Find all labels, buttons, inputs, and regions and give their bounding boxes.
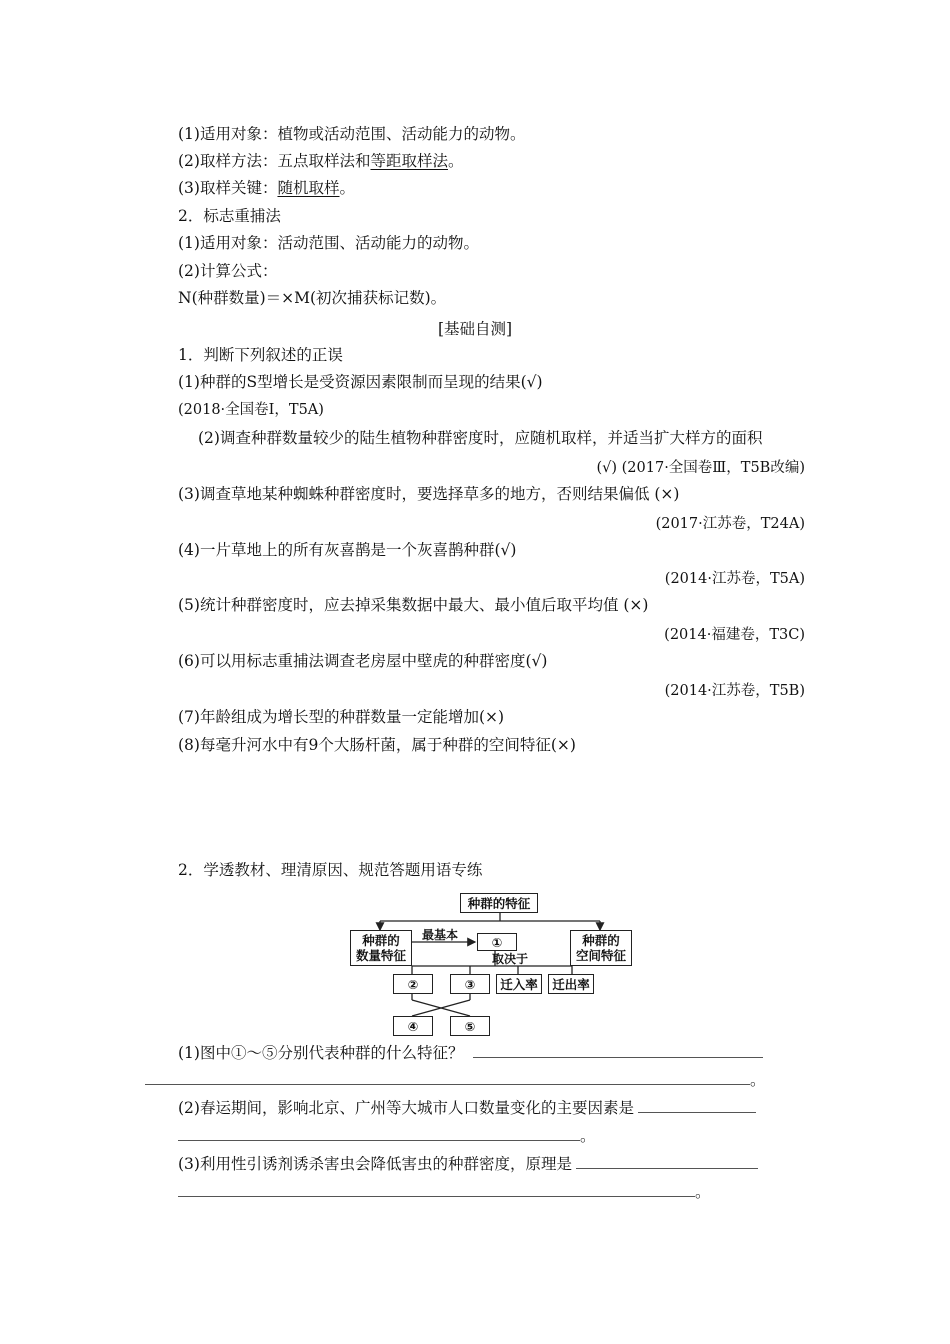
statement-item: (4)一片草地上的所有灰喜鹊是一个灰喜鹊种群(√) [178,541,517,559]
source-note: (2014·江苏卷，T5A) [664,571,805,587]
question-text: (3)利用性引诱剂诱杀害虫会降低害虫的种群密度，原理是 [178,1155,572,1173]
source-note: (2018·全国卷Ⅰ，T5A) [178,402,324,418]
text-line: (2)计算公式： [178,262,278,280]
source-note: (2014·江苏卷，T5B) [664,683,805,699]
quantity-characteristics-box [350,930,412,966]
period-mark: 。 [580,1127,596,1145]
question-text: (1)图中①～⑤分别代表种群的什么特征？ [178,1044,464,1062]
period-mark: 。 [750,1071,766,1089]
node-1-box: ① [477,933,517,951]
box-label: 数量特征 [355,948,406,963]
immigration-rate-box: 迁入率 [496,974,542,994]
node-2-box: ② [393,974,433,994]
section-title: [基础自测] [437,320,513,338]
arrow-label-basic: 最基本 [422,928,459,942]
statement-item: (2)调查种群数量较少的陆生植物种群密度时，应随机取样，并适当扩大样方的面积 [198,429,763,447]
statement-item: (7)年龄组成为增长型的种群数量一定能增加(×) [178,708,505,726]
box-label: 空间特征 [575,948,626,963]
section-heading: 2．标志重捕法 [178,207,281,225]
sub-question [178,1043,763,1063]
node-4-box: ④ [393,1016,433,1036]
text-line [178,178,355,198]
answer-blank[interactable] [178,1126,580,1141]
answer-blank[interactable] [178,1182,695,1197]
text-line: (1)适用对象：植物或活动范围、活动能力的动物。 [178,125,526,143]
text-line [178,151,464,171]
underlined-answer: 随机取样 [277,179,340,197]
node-5-box: ⑤ [450,1016,490,1036]
population-characteristics-diagram [340,890,640,1040]
question-heading: 1．判断下列叙述的正误 [178,346,343,364]
statement-item: (8)每毫升河水中有9个大肠杆菌，属于种群的空间特征(×) [178,736,576,754]
source-note: (√) (2017·全国卷Ⅲ，T5B改编) [596,460,805,476]
underlined-answer: 等距取样法 [370,152,448,170]
text-segment: 。 [339,179,355,197]
answer-blank[interactable] [473,1043,763,1058]
answer-line [178,1182,711,1202]
answer-blank[interactable] [638,1098,756,1113]
statement-item: (3)调查草地某种蜘蛛种群密度时，要选择草多的地方，否则结果偏低 (×) [178,485,680,503]
period-mark: 。 [695,1183,711,1201]
answer-blank[interactable] [145,1070,750,1085]
box-label: 种群的 [582,933,620,948]
statement-item: (5)统计种群密度时，应去掉采集数据中最大、最小值后取平均值 (×) [178,596,649,614]
arrow-label-depends: 取决于 [492,952,529,966]
sub-question [178,1098,756,1118]
statement-item: (6)可以用标志重捕法调查老房屋中壁虎的种群密度(√) [178,652,548,670]
text-segment: 。 [447,152,464,170]
spatial-characteristics-box [570,930,632,966]
formula-line: N(种群数量)＝×M(初次捕获标记数)。 [178,289,447,307]
text-segment: (3)取样关键： [178,179,278,197]
answer-line [178,1126,596,1146]
node-3-box: ③ [450,974,490,994]
text-line: (1)适用对象：活动范围、活动能力的动物。 [178,234,479,252]
question-text: (2)春运期间，影响北京、广州等大城市人口数量变化的主要因素是 [178,1099,634,1117]
diagram-root-box: 种群的特征 [460,893,538,913]
source-note: (2014·福建卷，T3C) [664,627,805,643]
text-segment: (2)取样方法：五点取样法和 [178,152,371,170]
source-note: (2017·江苏卷，T24A) [655,516,805,532]
emigration-rate-box: 迁出率 [548,974,594,994]
sub-question [178,1154,758,1174]
question-heading: 2．学透教材、理清原因、规范答题用语专练 [178,861,483,879]
answer-line [145,1070,766,1090]
statement-item: (1)种群的S型增长是受资源因素限制而呈现的结果(√) [178,373,543,391]
answer-blank[interactable] [576,1154,758,1169]
box-label: 种群的 [362,933,400,948]
